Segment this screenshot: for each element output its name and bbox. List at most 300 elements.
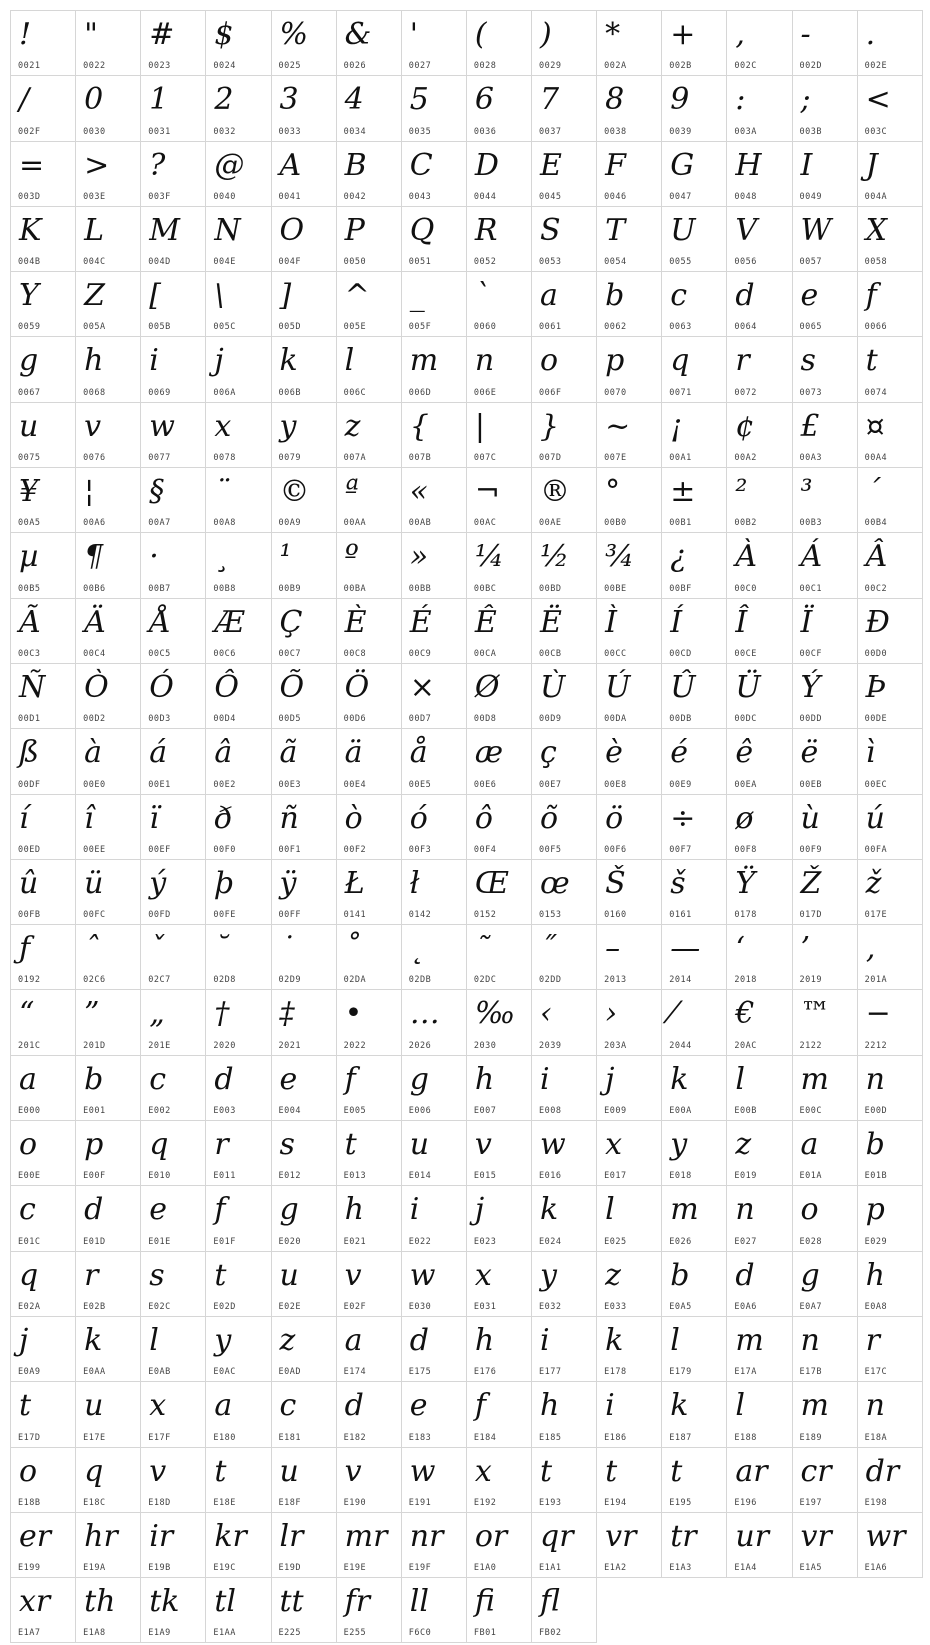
glyph-codepoint: 00B5 [18,583,41,594]
glyph-cell [206,664,271,729]
glyph-cell [532,337,597,402]
glyph-cell [76,1252,141,1317]
glyph-cell [793,1186,858,1251]
glyph-cell [467,599,532,664]
glyph-codepoint: E0AD [278,1367,301,1378]
glyph-cell [597,1513,662,1578]
glyph-char: ½ [540,539,570,575]
glyph-cell [272,207,337,272]
glyph-cell [402,272,467,337]
glyph-char: õ [540,800,559,836]
glyph-cell [532,860,597,925]
glyph-cell [858,1056,923,1121]
glyph-codepoint: 00AB [408,518,432,529]
glyph-cell [858,207,923,272]
glyph-char: c [149,1061,167,1097]
glyph-char: ð [214,800,233,836]
glyph-char: T [605,212,626,248]
glyph-cell [11,1513,76,1578]
glyph-cell [467,1382,532,1447]
glyph-codepoint: 0192 [18,975,41,986]
glyph-codepoint: E01C [18,1236,41,1247]
glyph-codepoint: E01E [148,1236,171,1247]
glyph-char: Ð [865,604,890,640]
glyph-cell [337,795,402,860]
glyph-cell [337,729,402,794]
glyph-codepoint: E009 [604,1106,627,1117]
glyph-cell [76,1056,141,1121]
glyph-codepoint: E185 [539,1432,562,1443]
glyph-cell [272,142,337,207]
glyph-codepoint: E01A [799,1171,822,1182]
glyph-codepoint: E0AB [148,1367,171,1378]
glyph-char: ‡ [279,996,295,1032]
glyph-char: kr [214,1518,247,1554]
glyph-codepoint: E008 [539,1106,562,1117]
glyph-codepoint: E029 [864,1236,888,1247]
glyph-char: d [409,1322,429,1358]
glyph-cell [597,1186,662,1251]
glyph-cell [337,272,402,337]
glyph-char: W [800,212,832,248]
glyph-cell [532,795,597,860]
glyph-char: tk [149,1584,180,1620]
glyph-cell [272,272,337,337]
glyph-codepoint: 0023 [148,61,171,72]
glyph-char: I [800,147,813,183]
glyph-char: ¾ [605,539,635,575]
glyph-cell [11,1382,76,1447]
glyph-char: { [409,408,429,444]
glyph-char: g [279,1192,299,1228]
glyph-codepoint: 0045 [539,191,562,202]
glyph-cell [662,664,727,729]
glyph-char: ò [344,800,363,836]
glyph-cell [532,403,597,468]
glyph-cell [402,1513,467,1578]
glyph-char: a [540,278,558,314]
glyph-char: w [540,1127,566,1163]
glyph-codepoint: 0073 [799,387,822,398]
glyph-cell [467,272,532,337]
glyph-char: Ú [605,669,631,705]
glyph-codepoint: 00FD [148,910,171,921]
glyph-char: l [735,1061,745,1097]
glyph-codepoint: 00AE [539,518,562,529]
glyph-cell [141,1578,206,1643]
glyph-cell [662,11,727,76]
glyph-cell [467,337,532,402]
glyph-char: Å [149,604,171,640]
glyph-cell [402,860,467,925]
glyph-codepoint: E179 [669,1367,692,1378]
glyph-cell [11,142,76,207]
glyph-cell [662,142,727,207]
glyph-char: l [670,1322,680,1358]
glyph-codepoint: 006C [343,387,367,398]
glyph-char: i [540,1061,550,1097]
glyph-codepoint: E002 [148,1106,171,1117]
glyph-codepoint: 2018 [734,975,757,986]
glyph-char: Ï [800,604,813,640]
glyph-cell [727,337,792,402]
glyph-cell [141,1513,206,1578]
glyph-codepoint: 00B2 [734,518,757,529]
glyph-cell [76,1513,141,1578]
glyph-cell [141,795,206,860]
glyph-codepoint: E012 [278,1171,301,1182]
glyph-cell [467,403,532,468]
glyph-codepoint: 00E1 [148,779,171,790]
glyph-char: Ô [214,669,239,705]
glyph-codepoint: 0071 [669,387,692,398]
glyph-char: k [279,343,298,379]
glyph-cell [206,533,271,598]
glyph-char: , [735,17,745,52]
glyph-char: a [800,1127,819,1163]
glyph-codepoint: 0052 [473,257,497,268]
glyph-char: h [84,343,104,379]
glyph-codepoint: E18B [18,1497,41,1508]
glyph-char: : [735,82,746,118]
glyph-char: ´ [865,474,881,510]
glyph-cell [467,1121,532,1186]
glyph-cell [337,1317,402,1382]
glyph-codepoint: E17A [734,1367,757,1378]
glyph-cell [467,925,532,990]
glyph-char: k [670,1388,689,1424]
glyph-char: r [84,1257,99,1293]
glyph-char: Ò [84,669,109,705]
glyph-cell [662,533,727,598]
glyph-cell [76,925,141,990]
glyph-codepoint: E02A [18,1301,41,1312]
glyph-codepoint: 0072 [734,387,757,398]
glyph-cell [532,925,597,990]
glyph-codepoint: 02C7 [148,975,171,986]
glyph-cell [793,533,858,598]
glyph-codepoint: 00FF [278,910,301,921]
glyph-codepoint: 005F [408,322,432,333]
glyph-cell [337,1448,402,1513]
glyph-cell [597,11,662,76]
glyph-char: fl [540,1584,561,1620]
glyph-codepoint: E0A7 [799,1301,822,1312]
glyph-cell [11,1056,76,1121]
glyph-char: ¥ [19,474,39,510]
glyph-char: 7 [540,82,560,118]
glyph-codepoint: 00EB [799,779,822,790]
glyph-cell [727,860,792,925]
glyph-grid [10,10,923,1643]
glyph-codepoint: E1A5 [799,1563,822,1574]
glyph-codepoint: E013 [343,1171,367,1182]
glyph-char: Ł [344,865,365,901]
glyph-cell [206,1382,271,1447]
glyph-char: < [865,82,891,118]
glyph-char: ¢ [735,408,755,444]
glyph-char: q [84,1453,104,1489]
glyph-char: j [214,343,224,379]
glyph-codepoint: 00F4 [473,844,497,855]
glyph-cell [402,1317,467,1382]
glyph-char: x [149,1388,167,1424]
glyph-codepoint: 0152 [473,910,497,921]
glyph-cell [532,1382,597,1447]
glyph-char: y [279,408,297,444]
glyph-char: ö [605,800,624,836]
glyph-codepoint: 0038 [604,126,627,137]
glyph-char: J [865,147,878,183]
glyph-char: Í [670,604,683,640]
glyph-codepoint: 0153 [539,910,562,921]
glyph-cell [662,1186,727,1251]
glyph-cell [858,1513,923,1578]
glyph-cell [337,599,402,664]
glyph-cell [662,1252,727,1317]
glyph-char: € [735,996,755,1032]
glyph-char: } [540,408,560,444]
glyph-char: û [19,865,39,901]
glyph-codepoint: E184 [473,1432,497,1443]
glyph-codepoint: 017D [799,910,822,921]
glyph-char: d [735,1257,755,1293]
glyph-codepoint: E174 [343,1367,367,1378]
glyph-codepoint: 203A [604,1040,627,1051]
glyph-cell [76,1317,141,1382]
glyph-char: Û [670,669,696,705]
glyph-cell [727,1252,792,1317]
glyph-cell [793,403,858,468]
glyph-codepoint: 0069 [148,387,171,398]
glyph-codepoint: 00DE [864,714,888,725]
glyph-codepoint: 00C6 [213,648,236,659]
glyph-cell [727,1448,792,1513]
glyph-char: lr [279,1518,304,1554]
glyph-char: o [19,1127,38,1163]
glyph-codepoint: E177 [539,1367,562,1378]
glyph-codepoint: E00A [669,1106,692,1117]
glyph-char: a [19,1061,37,1097]
glyph-char: ˛ [409,931,425,967]
glyph-codepoint: 003A [734,126,757,137]
glyph-codepoint: E188 [734,1432,757,1443]
glyph-cell [141,272,206,337]
glyph-cell [272,11,337,76]
glyph-cell [141,142,206,207]
glyph-codepoint: 00AC [473,518,497,529]
glyph-codepoint: 0058 [864,257,888,268]
glyph-codepoint: 00DF [18,779,41,790]
glyph-codepoint: 00CC [604,648,627,659]
glyph-cell [597,729,662,794]
glyph-cell [467,142,532,207]
glyph-codepoint: E01D [83,1236,106,1247]
glyph-cell [597,207,662,272]
glyph-cell [337,76,402,141]
glyph-codepoint: 02DC [473,975,497,986]
glyph-cell [793,207,858,272]
glyph-char: $ [214,17,234,52]
glyph-cell [141,533,206,598]
glyph-codepoint: 00FE [213,910,236,921]
glyph-cell [141,11,206,76]
glyph-char: Z [84,278,105,314]
glyph-char: Ö [344,669,370,705]
glyph-codepoint: 00C3 [18,648,41,659]
glyph-char: r [735,343,750,379]
glyph-codepoint: 00C2 [864,583,888,594]
glyph-char: a [344,1322,363,1358]
glyph-codepoint: E011 [213,1171,236,1182]
glyph-char: u [19,408,39,444]
glyph-cell [662,1448,727,1513]
glyph-codepoint: E020 [278,1236,301,1247]
glyph-codepoint: 00EE [83,844,106,855]
glyph-codepoint: E0A9 [18,1367,41,1378]
glyph-char: 9 [670,82,690,118]
glyph-char: ¦ [84,474,95,510]
glyph-cell [337,1252,402,1317]
glyph-codepoint: F6C0 [408,1628,432,1639]
glyph-codepoint: E17C [864,1367,888,1378]
glyph-codepoint: 00D1 [18,714,41,725]
glyph-codepoint: E00F [83,1171,106,1182]
glyph-char: fr [344,1584,371,1620]
glyph-codepoint: E1A3 [669,1563,692,1574]
glyph-cell [793,1252,858,1317]
glyph-char: þ [214,865,234,901]
glyph-codepoint: 0141 [343,910,367,921]
glyph-cell [337,1056,402,1121]
glyph-cell [793,11,858,76]
glyph-codepoint: 007A [343,453,367,464]
glyph-cell [662,599,727,664]
glyph-cell [793,860,858,925]
glyph-char: ^ [344,278,370,314]
glyph-char: œ [540,865,570,901]
glyph-cell [272,795,337,860]
glyph-cell [206,468,271,533]
glyph-char: ñ [279,800,299,836]
glyph-char: â [214,735,233,771]
glyph-codepoint: E02D [213,1301,236,1312]
glyph-cell [206,1186,271,1251]
glyph-cell [858,1317,923,1382]
glyph-codepoint: 2014 [669,975,692,986]
glyph-char: ¼ [474,539,504,575]
glyph-codepoint: 201C [18,1040,41,1051]
glyph-char: Ž [800,865,822,901]
glyph-codepoint: 00F9 [799,844,822,855]
glyph-codepoint: E007 [473,1106,497,1117]
glyph-char: @ [214,147,245,183]
glyph-cell [858,533,923,598]
glyph-codepoint: 006E [473,387,497,398]
glyph-char: t [214,1453,227,1489]
glyph-codepoint: 00B9 [278,583,301,594]
glyph-cell [11,599,76,664]
glyph-codepoint: 00ED [18,844,41,855]
glyph-cell [206,1056,271,1121]
glyph-cell [597,1448,662,1513]
glyph-codepoint: E017 [604,1171,627,1182]
glyph-char: À [735,539,758,575]
glyph-char: . [865,17,876,52]
glyph-cell [793,468,858,533]
glyph-char: k [84,1322,103,1358]
glyph-codepoint: 00BB [408,583,432,594]
glyph-codepoint: E1A8 [83,1628,106,1639]
glyph-cell [467,990,532,1055]
glyph-codepoint: E191 [408,1497,432,1508]
glyph-codepoint: E176 [473,1367,497,1378]
glyph-cell [597,142,662,207]
glyph-cell [402,1252,467,1317]
glyph-char: S [540,212,561,248]
glyph-codepoint: 2122 [799,1040,822,1051]
glyph-char: – [605,931,621,967]
glyph-cell [11,1317,76,1382]
glyph-codepoint: 00F2 [343,844,367,855]
glyph-char: u [279,1257,299,1293]
glyph-cell [467,468,532,533]
glyph-codepoint: E19B [148,1563,171,1574]
glyph-char: Ó [149,669,174,705]
glyph-codepoint: 2013 [604,975,627,986]
glyph-cell [467,1186,532,1251]
glyph-char: V [735,212,758,248]
glyph-cell [272,1186,337,1251]
glyph-char: ] [279,278,292,314]
glyph-cell [793,795,858,860]
glyph-char: k [540,1192,559,1228]
glyph-char: m [800,1388,829,1424]
glyph-char: h [474,1061,495,1097]
glyph-char: Ý [800,669,821,705]
glyph-codepoint: E026 [669,1236,692,1247]
glyph-codepoint: E0A8 [864,1301,888,1312]
glyph-codepoint: 00B0 [604,518,627,529]
glyph-cell [76,729,141,794]
glyph-cell [858,599,923,664]
glyph-char: Ê [474,604,497,640]
glyph-cell [532,599,597,664]
glyph-char: ˝ [540,931,555,967]
glyph-char: µ [19,539,39,575]
glyph-codepoint: 00E8 [604,779,627,790]
glyph-codepoint: 00DB [669,714,692,725]
glyph-char: er [19,1518,52,1554]
glyph-cell [727,142,792,207]
glyph-char: … [409,996,440,1032]
glyph-char: N [214,212,241,248]
glyph-codepoint: 00E7 [539,779,562,790]
glyph-cell [532,664,597,729]
glyph-char: K [19,212,42,248]
glyph-char: ô [474,800,493,836]
glyph-codepoint: E18D [148,1497,171,1508]
glyph-cell [858,990,923,1055]
glyph-codepoint: 00EA [734,779,757,790]
glyph-codepoint: E19D [278,1563,301,1574]
glyph-cell [597,1317,662,1382]
glyph-cell [793,925,858,990]
glyph-codepoint: 0039 [669,126,692,137]
glyph-char: E [540,147,562,183]
glyph-char: ù [800,800,820,836]
glyph-char: ï [149,800,159,836]
